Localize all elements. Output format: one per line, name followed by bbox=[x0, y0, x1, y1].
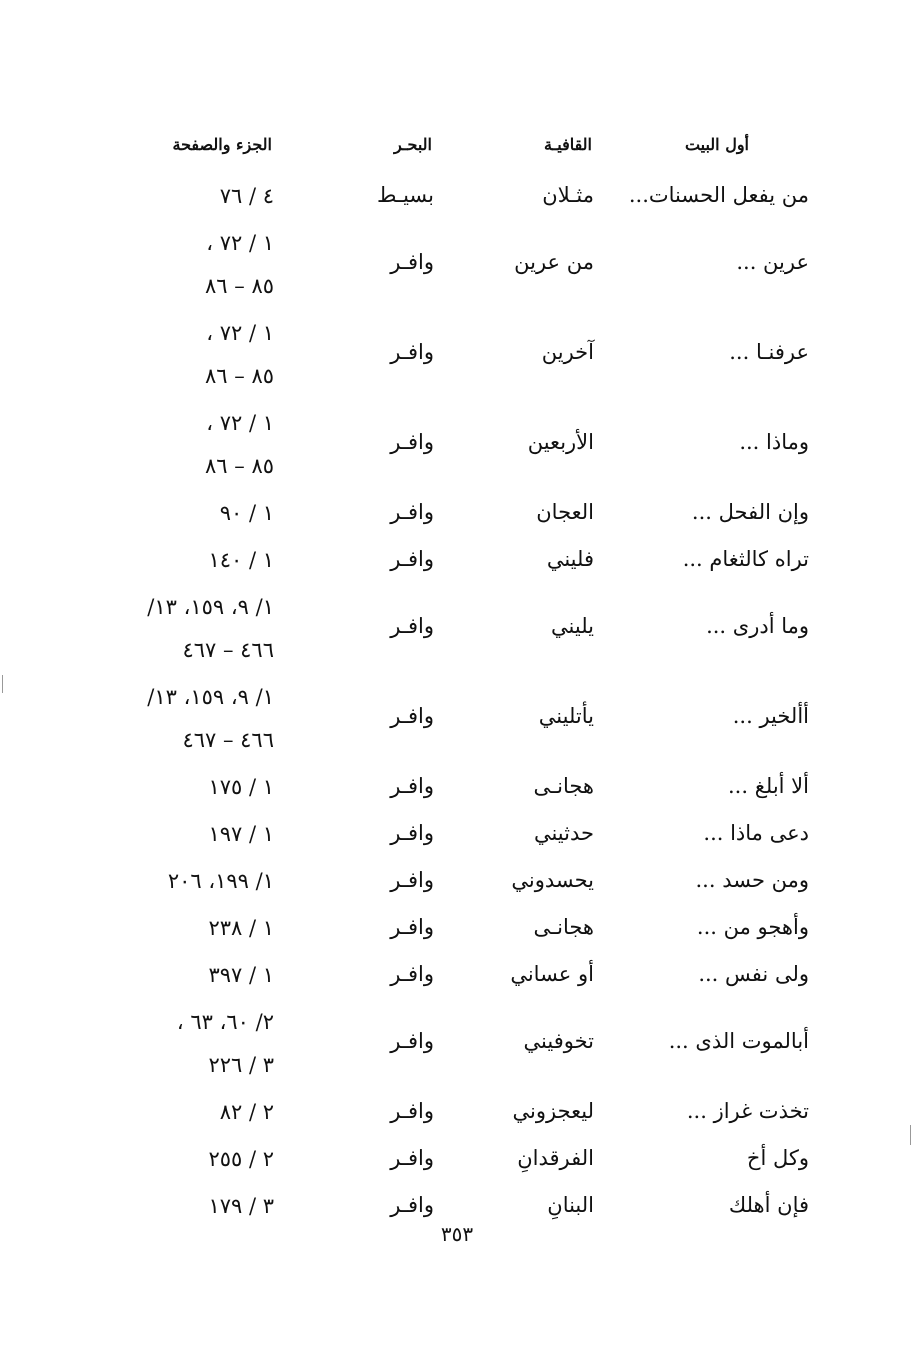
volume-page-reference bbox=[220, 1091, 274, 1134]
reference-line: ٨٥ – ٨٦ bbox=[205, 454, 274, 478]
reference-line: ٨٥ – ٨٦ bbox=[205, 274, 274, 298]
table-row bbox=[0, 766, 914, 813]
reference-line: ٣ / ٢٢٦ bbox=[208, 1053, 274, 1077]
rhyme-word: حدثيني bbox=[533, 821, 594, 845]
verse-opening: وكل أخ bbox=[746, 1146, 809, 1170]
verse-opening: تراه كالثغام ... bbox=[682, 547, 809, 571]
meter-name: وافـر bbox=[390, 915, 434, 939]
verse-opening: ولى نفس ... bbox=[698, 962, 809, 986]
meter-name: بسيـط bbox=[376, 183, 434, 207]
header-verse: أول البيت bbox=[684, 135, 749, 154]
table-row bbox=[0, 402, 914, 492]
reference-line: ١ / ٢٣٨ bbox=[208, 916, 274, 940]
volume-page-reference bbox=[208, 813, 274, 856]
reference-line: ١ / ١٤٠ bbox=[208, 548, 274, 572]
volume-page-reference bbox=[208, 539, 274, 582]
meter-name: وافـر bbox=[390, 430, 434, 454]
verse-opening: وماذا ... bbox=[739, 430, 809, 454]
rhyme-word: تخوفيني bbox=[523, 1029, 594, 1053]
verse-opening: فإن أهلك bbox=[728, 1193, 809, 1217]
header-meter: البحـر bbox=[394, 135, 432, 154]
reference-line: ٤ / ٧٦ bbox=[219, 184, 274, 208]
meter-name: وافـر bbox=[390, 1029, 434, 1053]
meter-name: وافـر bbox=[390, 704, 434, 728]
table-row bbox=[0, 312, 914, 402]
table-row bbox=[0, 676, 914, 766]
volume-page-reference bbox=[205, 222, 274, 308]
reference-line: ١ / ٩٠ bbox=[219, 501, 274, 525]
verse-opening: وأهجو من ... bbox=[696, 915, 809, 939]
reference-line: ١ / ٧٢ ، bbox=[206, 231, 274, 255]
volume-page-reference bbox=[220, 492, 274, 535]
rhyme-word: فليني bbox=[546, 547, 594, 571]
index-table bbox=[0, 175, 914, 1232]
rhyme-word: يأتليني bbox=[538, 704, 594, 728]
meter-name: وافـر bbox=[390, 340, 434, 364]
reference-line: ٤٦٦ – ٤٦٧ bbox=[182, 638, 274, 662]
verse-opening: وما أدرى ... bbox=[706, 614, 809, 638]
meter-name: وافـر bbox=[390, 1099, 434, 1123]
rhyme-word: من عرين bbox=[514, 250, 594, 274]
rhyme-word: الفرقدانِ bbox=[517, 1146, 594, 1170]
verse-opening: عرين ... bbox=[736, 250, 809, 274]
header-rhyme: القافيـة bbox=[543, 135, 592, 154]
table-row bbox=[0, 175, 914, 222]
table-row bbox=[0, 222, 914, 312]
reference-line: ١ / ٣٩٧ bbox=[208, 963, 274, 987]
meter-name: وافـر bbox=[390, 1146, 434, 1170]
reference-line: ١ / ١٩٧ bbox=[208, 822, 274, 846]
rhyme-word: العجان bbox=[536, 500, 594, 524]
rhyme-word: الأربعين bbox=[527, 430, 594, 454]
volume-page-reference bbox=[177, 1001, 274, 1087]
reference-line: ١ / ٧٢ ، bbox=[206, 321, 274, 345]
reference-line: ٢ / ٨٢ bbox=[219, 1100, 274, 1124]
table-row bbox=[0, 492, 914, 539]
meter-name: وافـر bbox=[390, 821, 434, 845]
table-row bbox=[0, 539, 914, 586]
meter-name: وافـر bbox=[390, 250, 434, 274]
header-ref: الجزء والصفحة bbox=[172, 135, 272, 154]
meter-name: وافـر bbox=[390, 614, 434, 638]
rhyme-word: ليعجزوني bbox=[512, 1099, 594, 1123]
rhyme-word: يليني bbox=[551, 614, 594, 638]
verse-opening: عرفنـا ... bbox=[729, 340, 809, 364]
verse-opening: دعى ماذا ... bbox=[703, 821, 809, 845]
reference-line: ١/ ٩، ١٥٩، ١٣/ bbox=[147, 595, 274, 619]
page-number: ٣٥٣ bbox=[440, 1222, 474, 1246]
verse-opening: ومن حسد ... bbox=[695, 868, 809, 892]
reference-line: ١ / ٧٢ ، bbox=[206, 411, 274, 435]
table-header bbox=[0, 135, 914, 165]
table-row bbox=[0, 907, 914, 954]
table-row bbox=[0, 954, 914, 1001]
table-row bbox=[0, 860, 914, 907]
reference-line: ٤٦٦ – ٤٦٧ bbox=[182, 728, 274, 752]
rhyme-word: مثـلان bbox=[542, 183, 594, 207]
volume-page-reference bbox=[208, 907, 274, 950]
reference-line: ١/ ٩، ١٥٩، ١٣/ bbox=[147, 685, 274, 709]
verse-opening: أألخير ... bbox=[732, 704, 809, 728]
reference-line: ١ / ١٧٥ bbox=[208, 775, 274, 799]
reference-line: ١/ ١٩٩، ٢٠٦ bbox=[167, 869, 274, 893]
verse-opening: تخذت غراز ... bbox=[686, 1099, 809, 1123]
meter-name: وافـر bbox=[390, 962, 434, 986]
reference-line: ٢/ ٦٠، ٦٣ ، bbox=[176, 1010, 274, 1034]
volume-page-reference bbox=[205, 402, 274, 488]
volume-page-reference bbox=[205, 312, 274, 398]
meter-name: وافـر bbox=[390, 1193, 434, 1217]
reference-line: ٢ / ٢٥٥ bbox=[208, 1147, 274, 1171]
table-row bbox=[0, 1001, 914, 1091]
table-row bbox=[0, 1091, 914, 1138]
reference-line: ٣ / ١٧٩ bbox=[208, 1194, 274, 1218]
rhyme-word: البنانِ bbox=[547, 1193, 594, 1217]
volume-page-reference bbox=[208, 766, 274, 809]
verse-opening: أبالموت الذى ... bbox=[668, 1029, 809, 1053]
rhyme-word: هجانـى bbox=[533, 774, 594, 798]
meter-name: وافـر bbox=[390, 868, 434, 892]
table-row bbox=[0, 1138, 914, 1185]
rhyme-word: يحسدوني bbox=[511, 868, 594, 892]
meter-name: وافـر bbox=[390, 500, 434, 524]
verse-opening: من يفعل الحسنات... bbox=[628, 183, 809, 207]
rhyme-word: هجانـى bbox=[533, 915, 594, 939]
volume-page-reference bbox=[208, 1138, 274, 1181]
rhyme-word: آخرين bbox=[541, 340, 594, 364]
meter-name: وافـر bbox=[390, 547, 434, 571]
meter-name: وافـر bbox=[390, 774, 434, 798]
volume-page-reference bbox=[220, 175, 274, 218]
volume-page-reference bbox=[168, 860, 274, 903]
rhyme-word: أو عساني bbox=[510, 962, 594, 986]
volume-page-reference bbox=[147, 676, 274, 762]
table-row bbox=[0, 813, 914, 860]
verse-opening: وإن الفحل ... bbox=[691, 500, 809, 524]
volume-page-reference bbox=[147, 586, 274, 672]
reference-line: ٨٥ – ٨٦ bbox=[205, 364, 274, 388]
verse-opening: ألا أبلغ ... bbox=[728, 774, 809, 798]
table-row bbox=[0, 586, 914, 676]
volume-page-reference bbox=[208, 954, 274, 997]
